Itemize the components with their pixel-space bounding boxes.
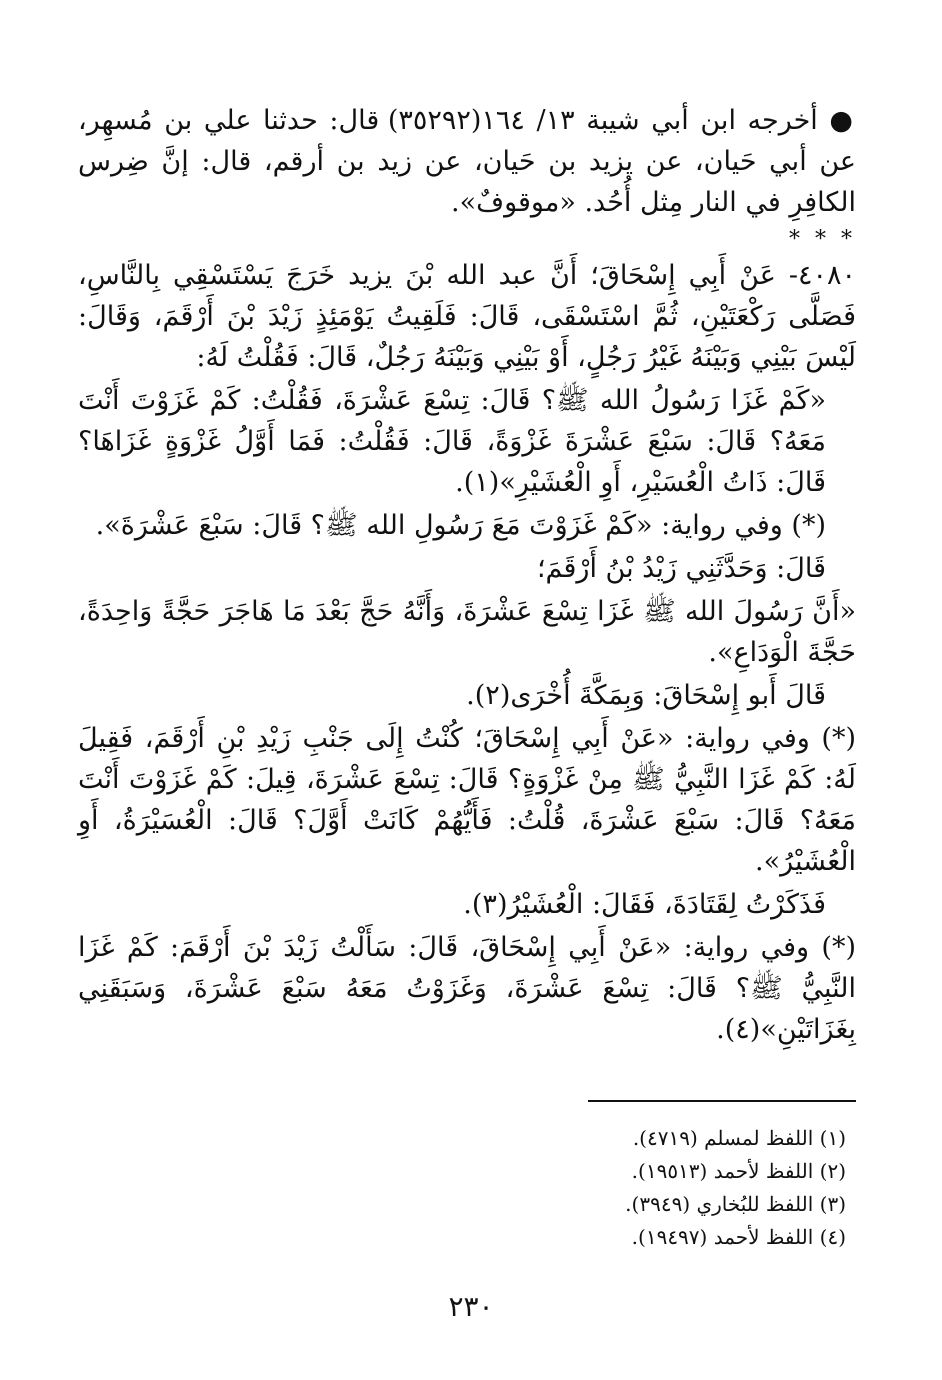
section-separator: * * * (789, 227, 856, 252)
takhrij-paragraph: ● أخرجه ابن أبي شيبة ١٣/ ١٦٤(٣٥٢٩٢) قال: حدثنا علي بن مُسهِر، عن أبي حَيان، عن يزيد بن حَيان، عن زيد بن أرقم، قال: إنَّ ضِرس الكافِرِ في النار مِثل أُحُد. «موقوفٌ». (78, 105, 856, 218)
footnotes (346, 1122, 846, 1254)
page-number: ٢٣٠ (448, 1290, 494, 1323)
riwaya-paragraph: (*) وفي رواية: «كَمْ غَزَوْتَ مَعَ رَسُولِ الله ﷺ؟ قَالَ: سَبْعَ عَشْرَةَ». (95, 510, 826, 541)
footnote: (١) اللفظ لمسلم (٤٧١٩). (632, 1126, 846, 1150)
main-text (78, 100, 856, 1050)
footnote: (٣) اللفظ للبُخاري (٣٩٤٩). (625, 1192, 846, 1216)
hadith-4080-paragraph: ٤٠٨٠- عَنْ أَبِي إِسْحَاقَ؛ أَنَّ عبد الله بْنَ يزيد خَرَجَ يَسْتَسْقِي بِالنَّاسِ، فَصَلَّى رَكْعَتَيْنِ، ثُمَّ اسْتَسْقَى، قَالَ: فَلَقِيتُ يَوْمَئِذٍ زَيْدَ بْنَ أَرْقَمَ، وَقَالَ: لَيْسَ بَيْنِي وَبَيْنَهُ غَيْرُ رَجُلٍ، أَوْ بَيْنِي وَبَيْنَهُ رَجُلٌ، قَالَ: فَقُلْتُ لَهُ: (78, 260, 856, 373)
footnote-divider (588, 1100, 856, 1102)
riwaya-paragraph: (*) وفي رواية: «عَنْ أَبِي إِسْحَاقَ؛ كُنْتُ إِلَى جَنْبِ زَيْدِ بْنِ أَرْقَمَ، فَقِيلَ لَهُ: كَمْ غَزَا النَّبِيُّ ﷺ مِنْ غَزْوَةٍ؟ قَالَ: تِسْعَ عَشْرَةَ، قِيلَ: كَمْ غَزَوْتَ أَنْتَ مَعَهُ؟ قَالَ: سَبْعَ عَشْرَةَ، قُلْتُ: فَأَيُّهُمْ كَانَتْ أَوَّلَ؟ قَالَ: الْعُسَيْرَةُ، أَوِ الْعُشَيْرُ». (78, 723, 856, 877)
riwaya-paragraph: (*) وفي رواية: «عَنْ أَبِي إِسْحَاقَ، قَالَ: سَأَلْتُ زَيْدَ بْنَ أَرْقَمَ: كَمْ غَزَا النَّبِيُّ ﷺ؟ قَالَ: تِسْعَ عَشْرَةَ، وَغَزَوْتُ مَعَهُ سَبْعَ عَشْرَةَ، وَسَبَقَنِي بِغَزَاتَيْنِ»(٤). (78, 932, 856, 1045)
hadith-text-paragraph: «أَنَّ رَسُولَ الله ﷺ غَزَا تِسْعَ عَشْرَةَ، وَأَنَّهُ حَجَّ بَعْدَ مَا هَاجَرَ حَجَّةً وَاحِدَةً، حَجَّةَ الْوَدَاعِ». (78, 596, 856, 668)
narration-line: فَذَكَرْتُ لِقَتَادَةَ، فَقَالَ: الْعُشَيْرُ(٣). (463, 889, 826, 920)
hadith-text-paragraph: «كَمْ غَزَا رَسُولُ الله ﷺ؟ قَالَ: تِسْعَ عَشْرَةَ، فَقُلْتُ: كَمْ غَزَوْتَ أَنْتَ مَعَهُ؟ قَالَ: سَبْعَ عَشْرَةَ غَزْوَةً، قَالَ: فَقُلْتُ: فَمَا أَوَّلُ غَزْوَةٍ غَزَاهَا؟ قَالَ: ذَاتُ الْعُسَيْرِ، أَوِ الْعُشَيْرِ»(١). (78, 385, 826, 498)
footnote: (٢) اللفظ لأحمد (١٩٥١٣). (631, 1159, 846, 1183)
footnote: (٤) اللفظ لأحمد (١٩٤٩٧). (631, 1225, 846, 1249)
narration-line: قَالَ: وَحَدَّثَنِي زَيْدُ بْنُ أَرْقَمَ؛ (536, 553, 826, 584)
narration-line: قَالَ أَبو إِسْحَاقَ: وَبِمَكَّةَ أُخْرَى(٢). (466, 680, 826, 711)
